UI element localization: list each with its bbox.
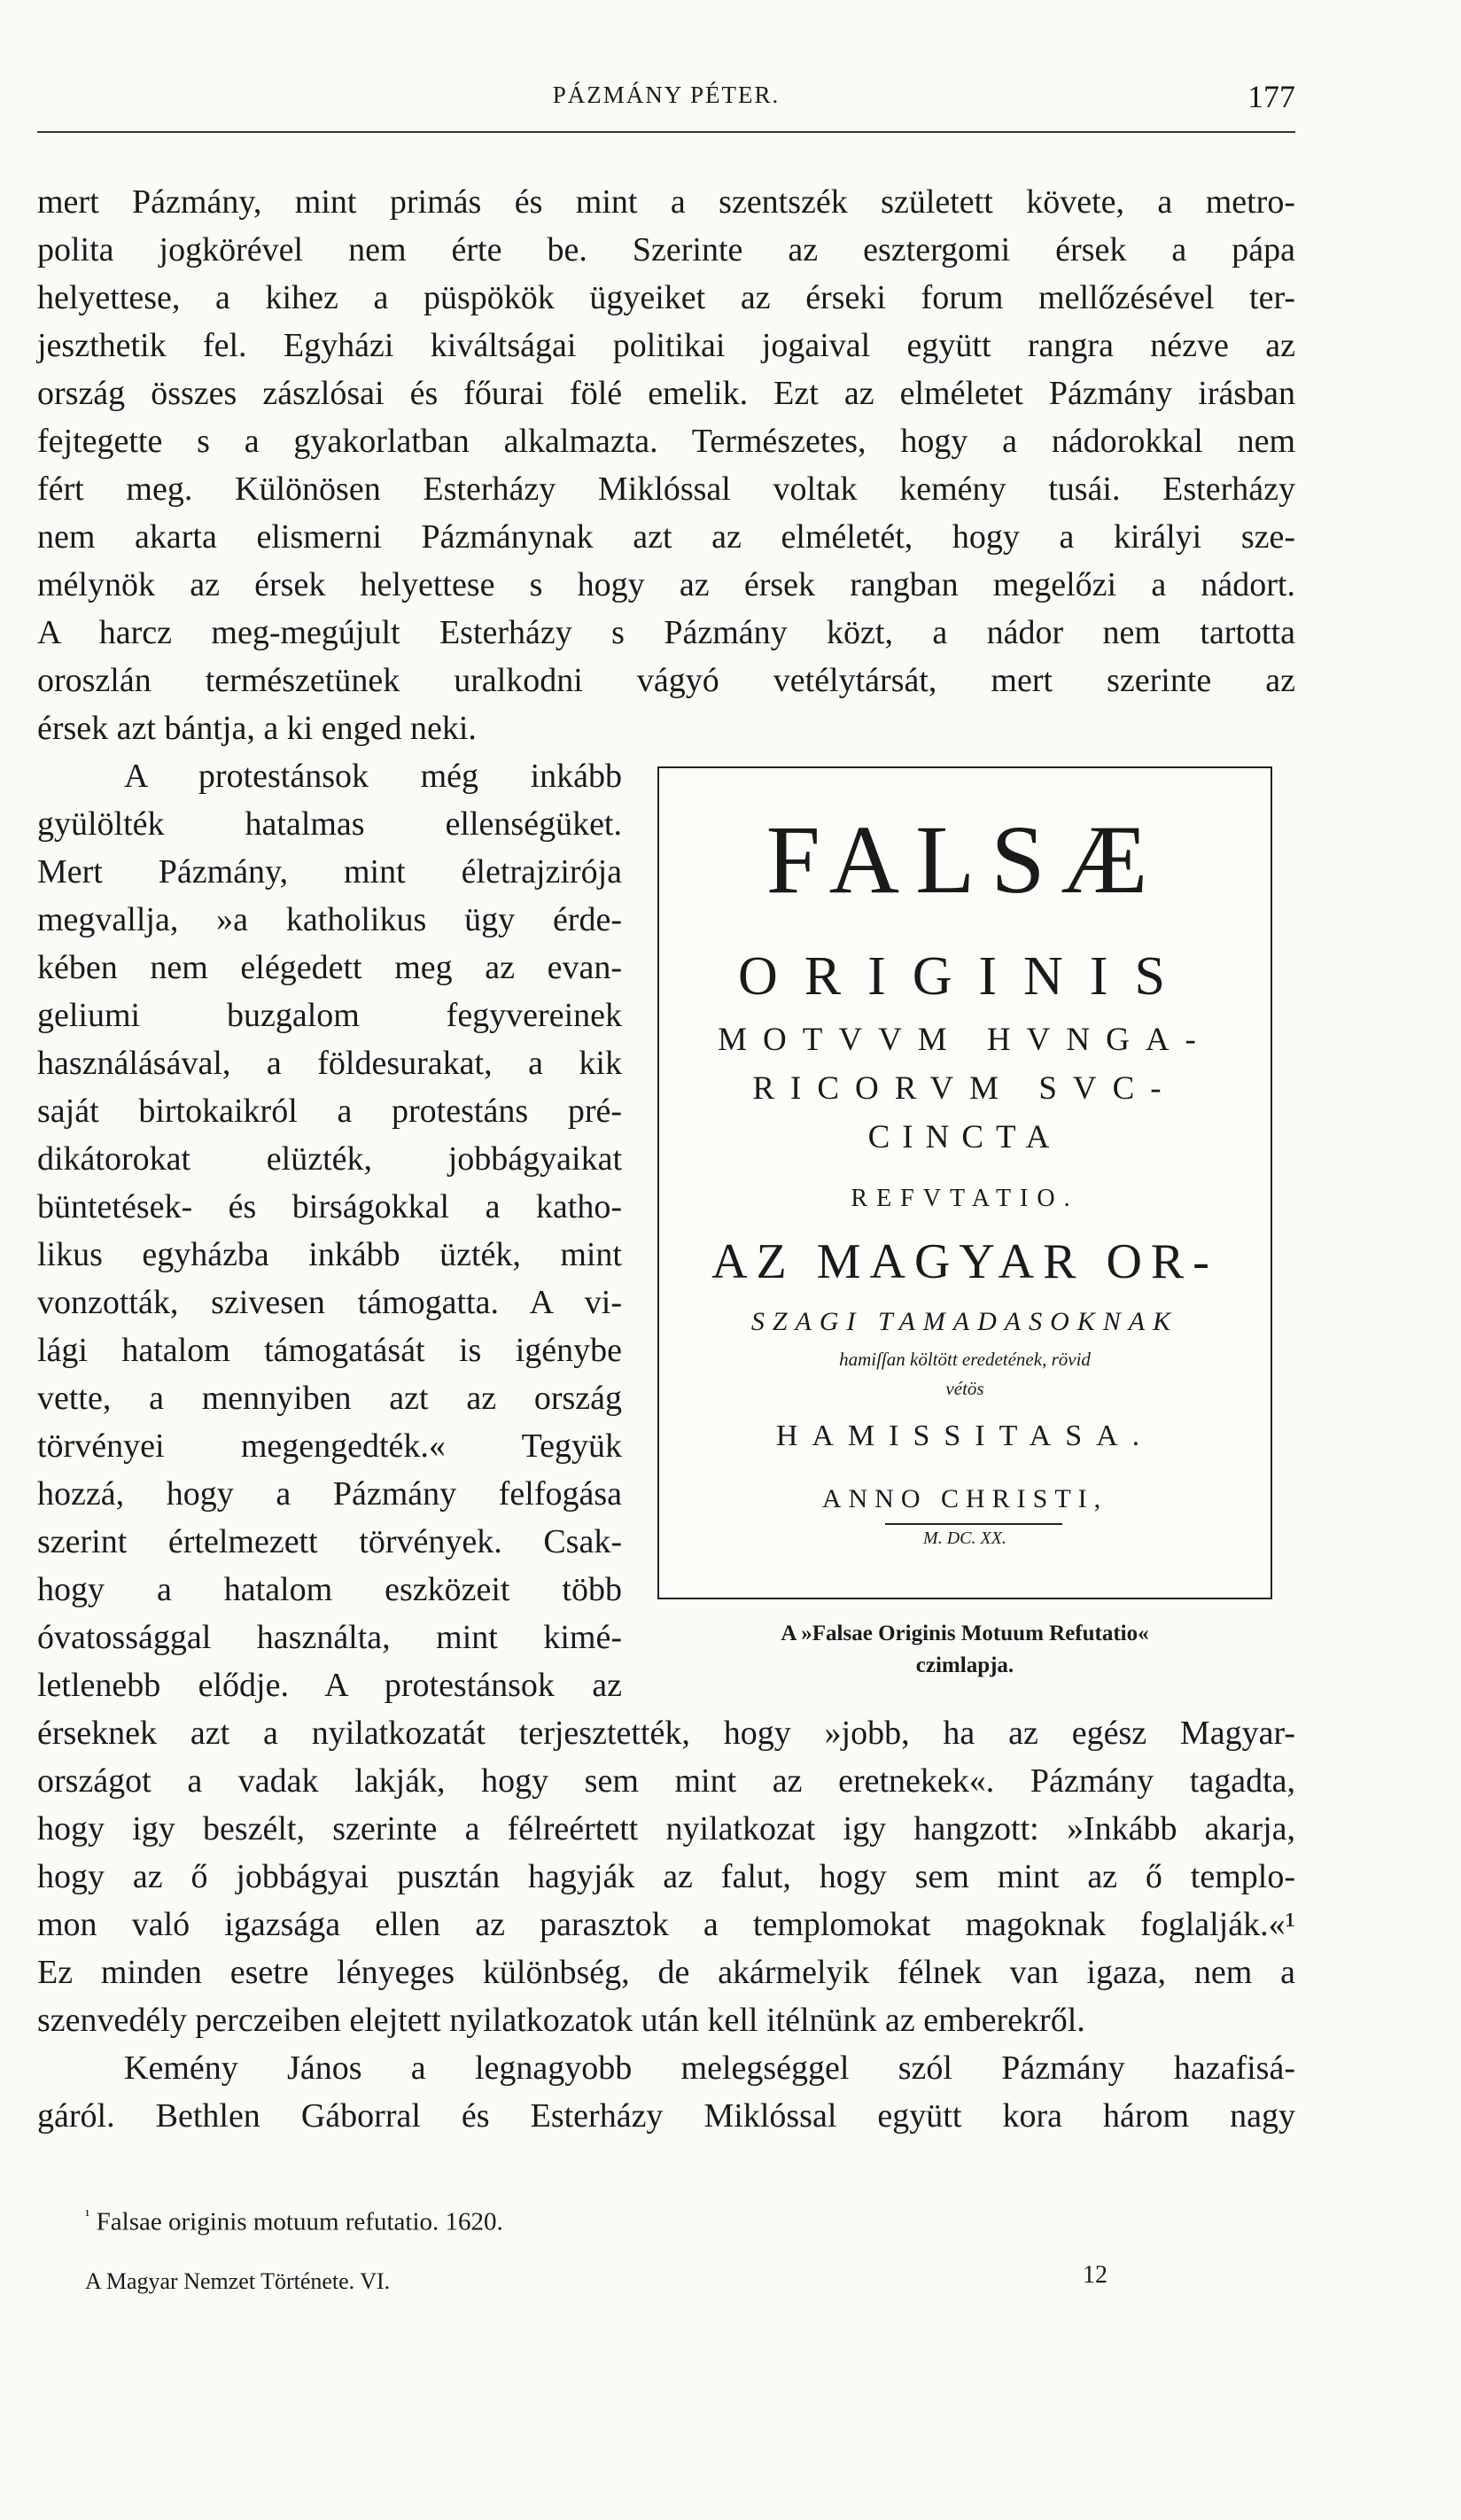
running-head-title: PÁZMÁNY PÉTER. [552, 82, 781, 108]
title-page-line: MOTVVM HVNGA- [718, 1022, 1212, 1058]
body-line: érsek azt bántja, a ki enged neki. [37, 710, 477, 747]
figure-caption [657, 1618, 1272, 1682]
title-page-line: FALSÆ [765, 805, 1164, 914]
running-head [37, 79, 1295, 133]
body-line: hogy az ő jobbágyai pusztán hagyják az falut, hogy sem mint az ő templo- [37, 1858, 1295, 1895]
body-line: szerint értelmezett törvények. Csak- [37, 1523, 622, 1560]
body-line: érseknek azt a nyilatkozatát terjesztették, hogy »jobb, ha az egész Magyar- [37, 1715, 1295, 1752]
body-line: helyettese, a kihez a püspökök ügyeiket az érseki forum mellőzésével ter- [37, 279, 1295, 316]
body-line: mon való igazsága ellen az parasztok a templomokat magoknak foglalják.«¹ [37, 1906, 1295, 1943]
body-line: ország összes zászlósai és főurai fölé emelik. Ezt az elméletet Pázmány irásban [37, 375, 1295, 412]
body-line: oroszlán természetünek uralkodni vágyó vetélytársát, mert szerinte az [37, 662, 1295, 699]
body-line: nem akarta elismerni Pázmánynak azt az elméletét, hogy a királyi sze- [37, 518, 1295, 556]
body-line: letlenebb elődje. A protestánsok az [37, 1667, 622, 1704]
body-line: országot a vadak lakják, hogy sem mint az eretnekek«. Pázmány tagadta, [37, 1762, 1295, 1800]
body-line: megvallja, »a katholikus ügy érde- [37, 901, 622, 938]
body-line: A harcz meg-megújult Esterházy s Pázmány közt, a nádor nem tartotta [37, 614, 1295, 651]
body-line: gyülölték hatalmas ellenségüket. [37, 805, 622, 843]
body-line: hozzá, hogy a Pázmány felfogása [37, 1475, 622, 1513]
body-line: A protestánsok még inkább [124, 758, 622, 795]
title-page-line: RICORVM SVC- [752, 1070, 1177, 1107]
title-page-line: SZAGI TAMADASOKNAK [750, 1307, 1179, 1336]
title-page-line: REFVTATIO. [851, 1185, 1079, 1212]
page-number: 177 [1247, 79, 1295, 114]
title-page-line: vétös [945, 1378, 984, 1399]
body-line: mert Pázmány, mint primás és mint a szentszék született követe, a metro- [37, 183, 1295, 221]
body-line: fért meg. Különösen Esterházy Miklóssal voltak kemény tusái. Esterházy [37, 471, 1295, 508]
body-line: jeszthetik fel. Egyházi kiváltságai politikai jogaival együtt rangra nézve az [37, 327, 1295, 364]
body-line: óvatossággal használta, mint kimé- [37, 1619, 622, 1656]
title-page-line: CINCTA [867, 1119, 1062, 1155]
body-line: mélynök az érsek helyettese s hogy az érsek rangban megelőzi a nádort. [37, 566, 1295, 603]
footer-signature: A Magyar Nemzet Története. VI. [85, 2268, 391, 2294]
body-line: Kemény János a legnagyobb melegséggel szól Pázmány hazafisá- [124, 2049, 1295, 2087]
caption-line: A »Falsae Originis Motuum Refutatio« [781, 1622, 1149, 1645]
footnote-text: Falsae originis motuum refutatio. 1620. [96, 2207, 503, 2236]
body-line: használásával, a földesurakat, a kik [37, 1045, 622, 1082]
body-line: büntetések- és birságokkal a katho- [37, 1188, 622, 1225]
footnote-mark: ¹ [85, 2206, 90, 2224]
title-page-line: M. DC. XX. [923, 1528, 1006, 1548]
body-line: vette, a mennyiben azt az ország [37, 1380, 622, 1417]
body-line: lági hatalom támogatását is igénybe [37, 1332, 622, 1369]
body-line: hogy a hatalom eszközeit több [37, 1571, 622, 1608]
title-page-line: HAMISSITASA. [775, 1419, 1154, 1452]
body-line: likus egyházba inkább üzték, mint [37, 1236, 622, 1273]
body-line: vonzották, szivesen támogatta. A vi- [37, 1284, 622, 1321]
body-line: gáról. Bethlen Gáborral és Esterházy Miklóssal együtt kora három nagy [37, 2097, 1295, 2135]
body-line: kében nem elégedett meg az evan- [37, 949, 622, 986]
title-page-line: ORIGINIS [737, 946, 1193, 1007]
body-line: fejtegette s a gyakorlatban alkalmazta. Természetes, hogy a nádorokkal nem [37, 423, 1295, 460]
body-line: szenvedély perczeiben elejtett nyilatkozatok után kell itélnünk az emberekről. [37, 2002, 1085, 2039]
title-page-figure [657, 766, 1272, 1599]
body-line: Ez minden esetre lényeges különbség, de akármelyik félnek van igaza, nem a [37, 1954, 1295, 1991]
title-page-line: AZ MAGYAR OR- [711, 1234, 1218, 1289]
title-page-rule [885, 1523, 1062, 1525]
title-page-line: hamiſſan költött eredetének, rövid [839, 1349, 1091, 1370]
body-line: dikátorokat elüzték, jobbágyaikat [37, 1140, 622, 1178]
body-line: saját birtokaikról a protestáns pré- [37, 1093, 622, 1130]
body-line: geliumi buzgalom fegyvereinek [37, 997, 622, 1034]
body-line: törvényei megengedték.« Tegyük [37, 1427, 622, 1465]
body-line: hogy igy beszélt, szerinte a félreértett nyilatkozat igy hangzott: »Inkább akarja, [37, 1810, 1295, 1847]
signature-mark: 12 [1083, 2261, 1107, 2289]
title-page-line: ANNO CHRISTI, [821, 1484, 1108, 1513]
caption-line: czimlapja. [915, 1653, 1014, 1677]
footnote [85, 2206, 503, 2237]
body-line: Mert Pázmány, mint életrajzirója [37, 853, 622, 891]
body-line: polita jogkörével nem érte be. Szerinte az esztergomi érsek a pápa [37, 231, 1295, 268]
